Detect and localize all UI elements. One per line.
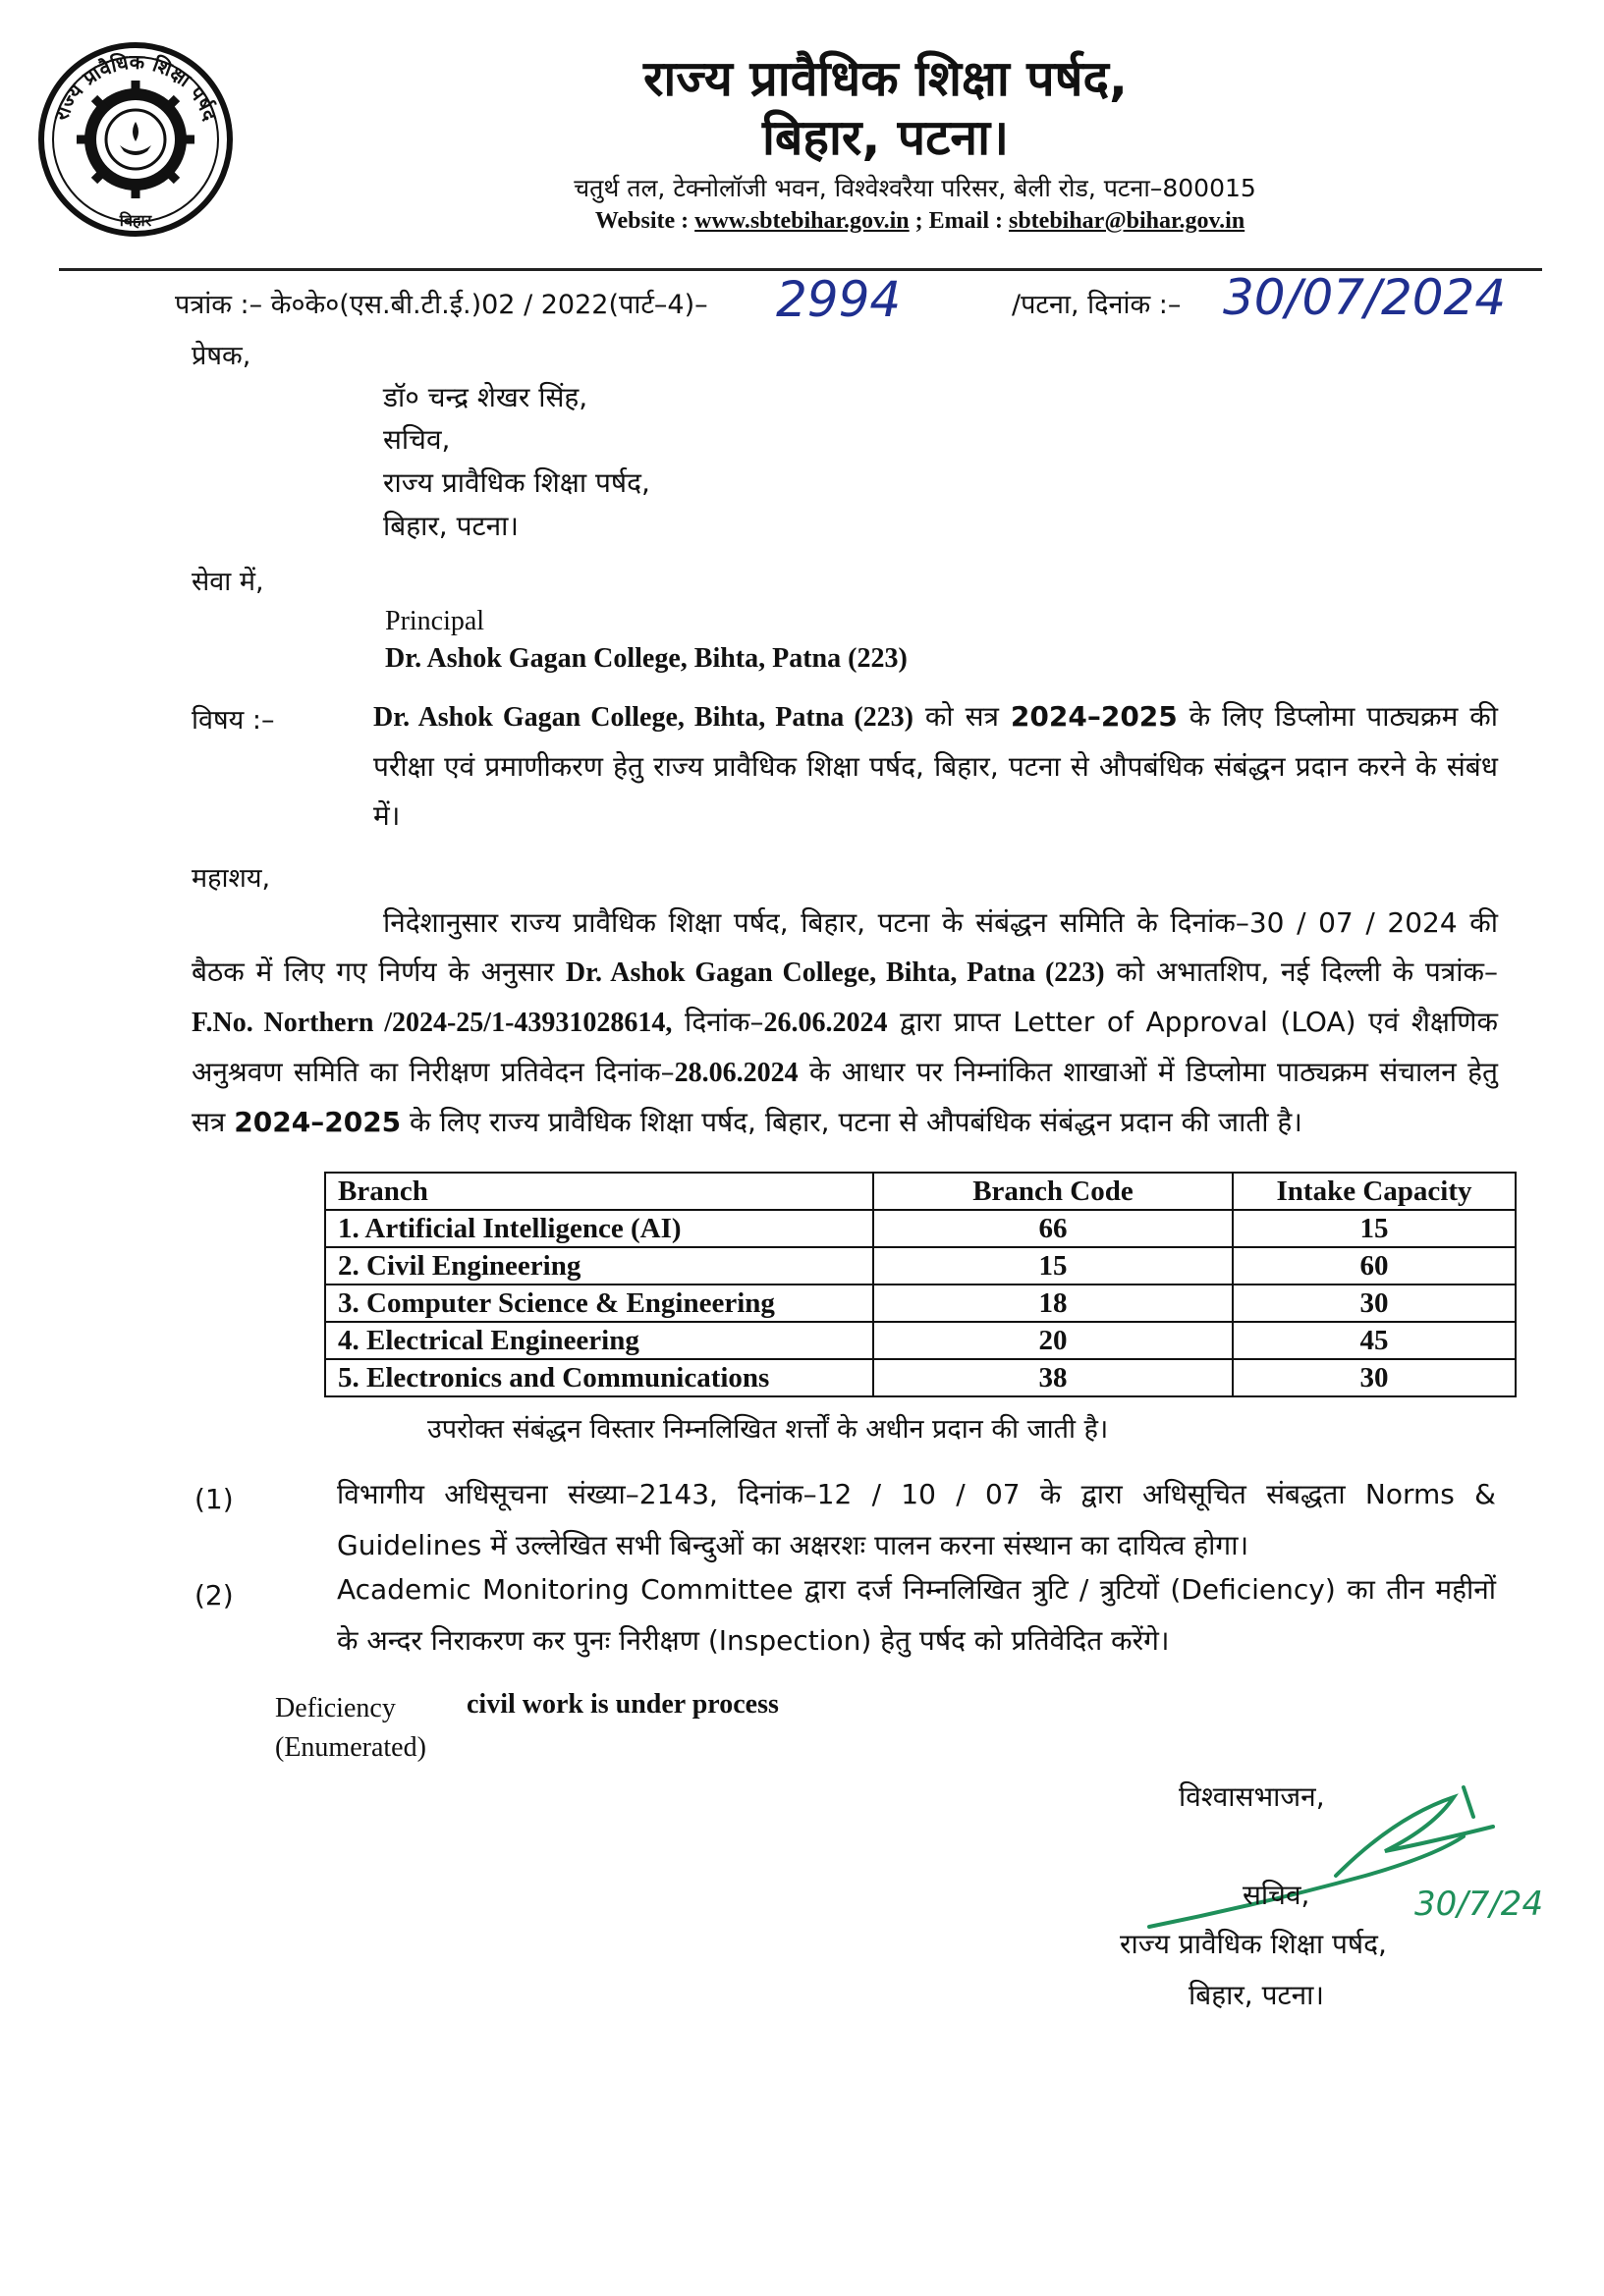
subject-text: [373, 692, 1498, 841]
salutation: महाशय,: [192, 863, 271, 894]
sender-label: प्रेषक,: [192, 341, 251, 371]
branch-code: 66: [873, 1210, 1233, 1247]
signature-date: 30/7/24: [1414, 1885, 1544, 1924]
subject-label: विषय :–: [192, 705, 275, 736]
table-row: [325, 1285, 1516, 1322]
branch-code: 20: [873, 1322, 1233, 1359]
column-header: Intake Capacity: [1233, 1173, 1516, 1210]
website-label: Website :: [594, 208, 695, 234]
signatory-city: बिहार, पटना।: [1189, 1979, 1325, 2011]
reference-label: पत्रांक :– के०के०(एस.बी.टी.ई.)02 / 2022(पार्ट–4)–: [175, 290, 708, 320]
branch-code: 15: [873, 1247, 1233, 1285]
email-link[interactable]: sbtebihar@bihar.gov.in: [1008, 208, 1245, 234]
branch-name: 2. Civil Engineering: [325, 1247, 873, 1285]
condition-text: Academic Monitoring Committee द्वारा दर्ज निम्नलिखित त्रुटि / त्रुटियों (Deficiency) का तीन महीनों के अन्दर निराकरण कर पुनः निरीक्षण (Inspection) हेतु पर्षद को प्रतिवेदित करेंगे।: [337, 1573, 1496, 1657]
reference-number: 2994: [776, 271, 902, 328]
header-title: राज्य प्रावैधिक शिक्षा पर्षद,: [642, 50, 1129, 107]
sender-line: बिहार, पटना।: [383, 510, 520, 542]
table-header-row: [325, 1173, 1516, 1210]
body-part: निदेशानुसार राज्य प्रावैधिक शिक्षा पर्षद, बिहार, पटना के संबंद्धन समिति के दिनांक–30 / 07 / 2024 की बैठक में लिए गए निर्णय के अनुसार: [192, 906, 1498, 988]
logo-text-bottom: बिहार: [119, 211, 152, 230]
body-letter-date: 26.06.2024: [763, 1008, 888, 1038]
branch-code: 38: [873, 1359, 1233, 1396]
branch-name: 1. Artificial Intelligence (AI): [325, 1210, 873, 1247]
column-header: Branch Code: [873, 1173, 1233, 1210]
sender-line: सचिव,: [383, 423, 451, 456]
intake-capacity: 15: [1233, 1210, 1516, 1247]
deficiency-value: civil work is under process: [467, 1689, 779, 1720]
header-city: बिहार, पटना।: [761, 109, 1010, 166]
recipient-label: सेवा में,: [192, 567, 264, 597]
deficiency-label: [275, 1689, 426, 1768]
body-inspection-date: 28.06.2024: [674, 1058, 799, 1088]
condition-text: विभागीय अधिसूचना संख्या–2143, दिनांक–12 / 10 / 07 के द्वारा अधिसूचित संबद्धता Norms & Guidelines में उल्लेखित सभी बिन्दुओं का अक्षरशः पालन करना संस्थान का दायित्व होगा।: [337, 1478, 1496, 1561]
website-link[interactable]: www.sbtebihar.gov.in: [694, 208, 910, 234]
intake-capacity: 30: [1233, 1285, 1516, 1322]
subject-session: 2024–2025: [1010, 700, 1178, 733]
table-row: [325, 1359, 1516, 1396]
branch-name: 5. Electronics and Communications: [325, 1359, 873, 1396]
table-row: [325, 1322, 1516, 1359]
intake-capacity: 30: [1233, 1359, 1516, 1396]
deficiency-label-line: Deficiency: [275, 1693, 396, 1723]
conditions-intro: उपरोक्त संबंद्धन विस्तार निम्नलिखित शर्त्तों के अधीन प्रदान की जाती है।: [427, 1414, 1109, 1445]
signature-mark: [1139, 1758, 1572, 1935]
body-part: के लिए राज्य प्रावैधिक शिक्षा पर्षद, बिहार, पटना से औपबंधिक संबंद्धन प्रदान की जाती है।: [401, 1106, 1302, 1138]
reference-date-label: /पटना, दिनांक :–: [1012, 290, 1182, 320]
body-paragraph: [192, 899, 1498, 1147]
branch-table: [324, 1172, 1517, 1397]
body-part: के आधार पर निम्नांकित शाखाओं में डिप्लोमा पाठ्यक्रम संचालन हेतु सत्र: [192, 1056, 1498, 1138]
recipient-institute: Dr. Ashok Gagan College, Bihta, Patna (223): [385, 643, 908, 674]
subject-part: के लिए डिप्लोमा पाठ्यक्रम की परीक्षा एवं प्रमाणीकरण हेतु राज्य प्रावैधिक शिक्षा पर्षद, बिहार, पटना से औपबंधिक संबंद्धन प्रदान करने के संबंध में।: [373, 700, 1499, 832]
logo-text-top: राज्य प्रावैधिक शिक्षा पर्षद: [49, 49, 222, 124]
body-letter-number: F.No. Northern /2024-25/1-43931028614,: [192, 1008, 673, 1038]
reference-date: 30/07/2024: [1223, 269, 1507, 326]
body-part: दिनांक–: [672, 1006, 764, 1038]
header-contact: [0, 208, 1604, 235]
condition-number: (2): [194, 1579, 234, 1612]
header-address: चतुर्थ तल, टेक्नोलॉजी भवन, विश्वेश्वरैया परिसर, बेली रोड, पटना–800015: [574, 174, 1256, 202]
recipient-designation: Principal: [385, 606, 485, 636]
body-session: 2024–2025: [234, 1106, 402, 1138]
sender-line: राज्य प्रावैधिक शिक्षा पर्षद,: [383, 466, 650, 499]
sender-line: डॉ० चन्द्र शेखर सिंह,: [383, 381, 588, 413]
branch-name: 3. Computer Science & Engineering: [325, 1285, 873, 1322]
table-row: [325, 1210, 1516, 1247]
table-row: [325, 1247, 1516, 1285]
deficiency-label-line: (Enumerated): [275, 1732, 426, 1763]
body-institute: Dr. Ashok Gagan College, Bihta, Patna (223): [565, 957, 1105, 988]
intake-capacity: 60: [1233, 1247, 1516, 1285]
subject-part: को सत्र: [913, 700, 1011, 733]
branch-name: 4. Electrical Engineering: [325, 1322, 873, 1359]
body-part: को अभातशिप, नई दिल्ली के पत्रांक–: [1104, 956, 1499, 988]
body-part: द्वारा प्राप्त Letter of Approval (LOA) एवं शैक्षणिक अनुश्रवण समिति का निरीक्षण प्रतिवेदन दिनांक–: [192, 1006, 1498, 1088]
intake-capacity: 45: [1233, 1322, 1516, 1359]
email-label: ; Email :: [909, 208, 1009, 234]
signatory-org: राज्य प्रावैधिक शिक्षा पर्षद,: [1120, 1928, 1387, 1960]
signatory-title: सचिव,: [1243, 1879, 1310, 1911]
condition-number: (1): [194, 1483, 234, 1515]
branch-code: 18: [873, 1285, 1233, 1322]
closing-text: विश्वासभाजन,: [1179, 1780, 1325, 1813]
subject-institute: Dr. Ashok Gagan College, Bihta, Patna (223): [373, 702, 913, 733]
column-header: Branch: [325, 1173, 873, 1210]
